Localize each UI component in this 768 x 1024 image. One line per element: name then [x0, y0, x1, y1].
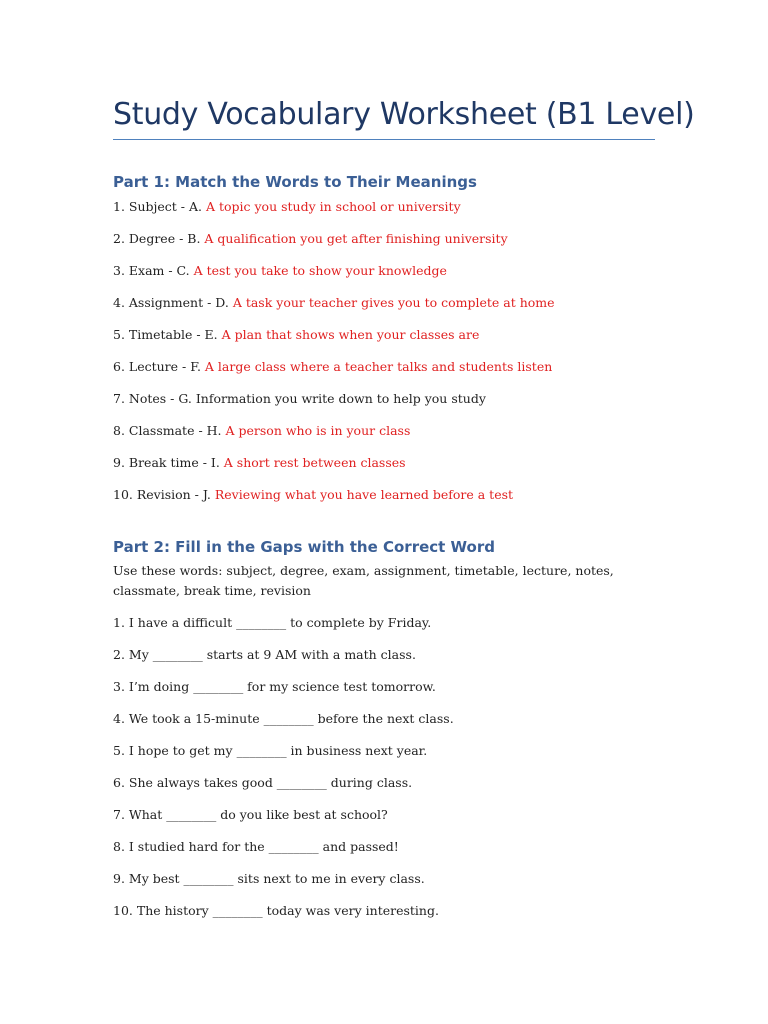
match-item: [113, 390, 673, 408]
match-item: [113, 294, 673, 312]
gap-sentence: 10. The history ________ today was very interesting.: [113, 903, 439, 918]
match-term: 1. Subject - A.: [113, 199, 206, 214]
gap-sentence: 2. My ________ starts at 9 AM with a math class.: [113, 647, 416, 662]
gap-sentence: 5. I hope to get my ________ in business next year.: [113, 743, 428, 758]
match-term: 2. Degree - B.: [113, 231, 205, 246]
match-term: 3. Exam - C.: [113, 263, 194, 278]
match-term: 8. Classmate - H.: [113, 423, 226, 438]
part2-heading: Part 2: Fill in the Gaps with the Correct Word: [113, 538, 495, 556]
gap-sentence: 4. We took a 15-minute ________ before the next class.: [113, 711, 454, 726]
gap-sentence: 7. What ________ do you like best at school?: [113, 807, 388, 822]
match-definition: Information you write down to help you study: [195, 391, 486, 406]
word-bank-instruction: Use these words: subject, degree, exam, assignment, timetable, lecture, notes, classmate, break time, revision: [113, 563, 614, 598]
match-definition: A plan that shows when your classes are: [221, 327, 480, 342]
gap-sentence: 9. My best ________ sits next to me in every class.: [113, 871, 425, 886]
gap-sentence: 6. She always takes good ________ during class.: [113, 775, 413, 790]
part1-heading: Part 1: Match the Words to Their Meanings: [113, 173, 477, 191]
match-term: 7. Notes - G.: [113, 391, 196, 406]
match-term: 5. Timetable - E.: [113, 327, 222, 342]
gap-sentence: 1. I have a difficult ________ to complete by Friday.: [113, 615, 432, 630]
match-definition: Reviewing what you have learned before a test: [214, 487, 514, 502]
match-item: [113, 262, 673, 280]
match-item: [113, 454, 673, 472]
match-definition: A qualification you get after finishing university: [204, 231, 508, 246]
match-item: [113, 198, 673, 216]
match-term: 10. Revision - J.: [113, 487, 215, 502]
match-term: 4. Assignment - D.: [113, 295, 233, 310]
match-definition: A topic you study in school or university: [205, 199, 461, 214]
match-definition: A person who is in your class: [225, 423, 411, 438]
page-title: Study Vocabulary Worksheet (B1 Level): [113, 97, 695, 132]
match-item: [113, 358, 673, 376]
match-item: [113, 326, 673, 344]
match-definition: A short rest between classes: [223, 455, 406, 470]
match-item: [113, 230, 673, 248]
gap-sentence: 3. I’m doing ________ for my science test tomorrow.: [113, 679, 436, 694]
gap-sentence: 8. I studied hard for the ________ and passed!: [113, 839, 399, 854]
match-definition: A task your teacher gives you to complete at home: [232, 295, 555, 310]
match-term: 9. Break time - I.: [113, 455, 224, 470]
match-definition: A large class where a teacher talks and students listen: [204, 359, 553, 374]
match-item: [113, 422, 673, 440]
title-divider: [113, 139, 655, 140]
match-definition: A test you take to show your knowledge: [193, 263, 447, 278]
match-term: 6. Lecture - F.: [113, 359, 205, 374]
match-item: [113, 486, 673, 504]
